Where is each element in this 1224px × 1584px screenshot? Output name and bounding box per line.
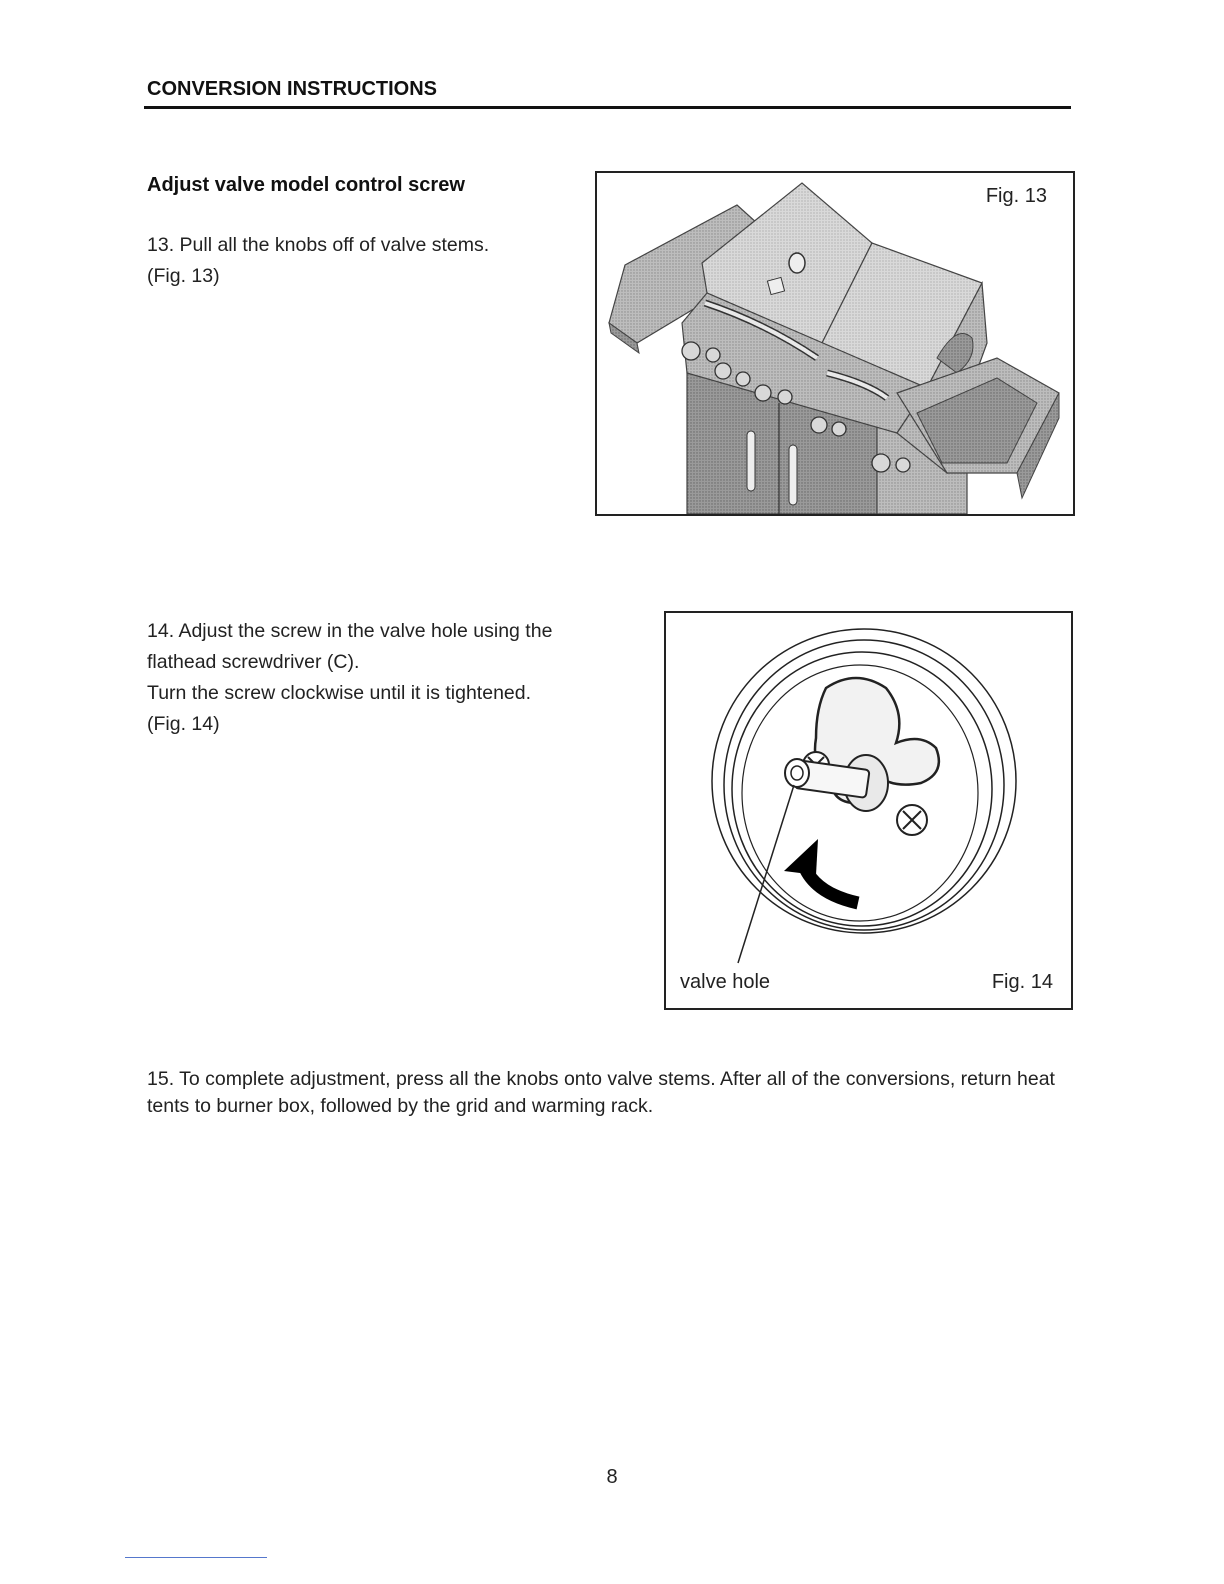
header-rule [144,106,1071,109]
figure-14 [664,611,1073,1010]
step-14-line-2: flathead screwdriver (C). [147,651,360,673]
step-14-line-1: 14. Adjust the screw in the valve hole using the [147,620,553,642]
footer-divider [125,1557,267,1558]
step-13-text [147,230,567,292]
figure-13 [595,171,1075,516]
valve-hole-callout: valve hole [680,971,771,993]
step-13-line-2: (Fig. 13) [147,265,220,287]
step-15-text: 15. To complete adjustment, press all the knobs onto valve stems. After all of the conversions, return heat tents to burner box, followed by the grid and warming rack. [147,1068,1055,1117]
subsection-heading: Adjust valve model control screw [147,174,465,196]
figure-14-label: Fig. 14 [991,971,1053,993]
step-14-line-4: (Fig. 14) [147,713,220,735]
page-number: 8 [606,1466,618,1488]
section-title: CONVERSION INSTRUCTIONS [147,78,438,100]
figure-13-label: Fig. 13 [985,185,1047,207]
step-13-line-1: 13. Pull all the knobs off of valve stems. [147,234,490,256]
grill-illustration [597,173,1073,514]
valve-illustration [666,613,1071,1008]
step-14-text [147,616,647,740]
step-14-line-3: Turn the screw clockwise until it is tightened. [147,682,532,704]
